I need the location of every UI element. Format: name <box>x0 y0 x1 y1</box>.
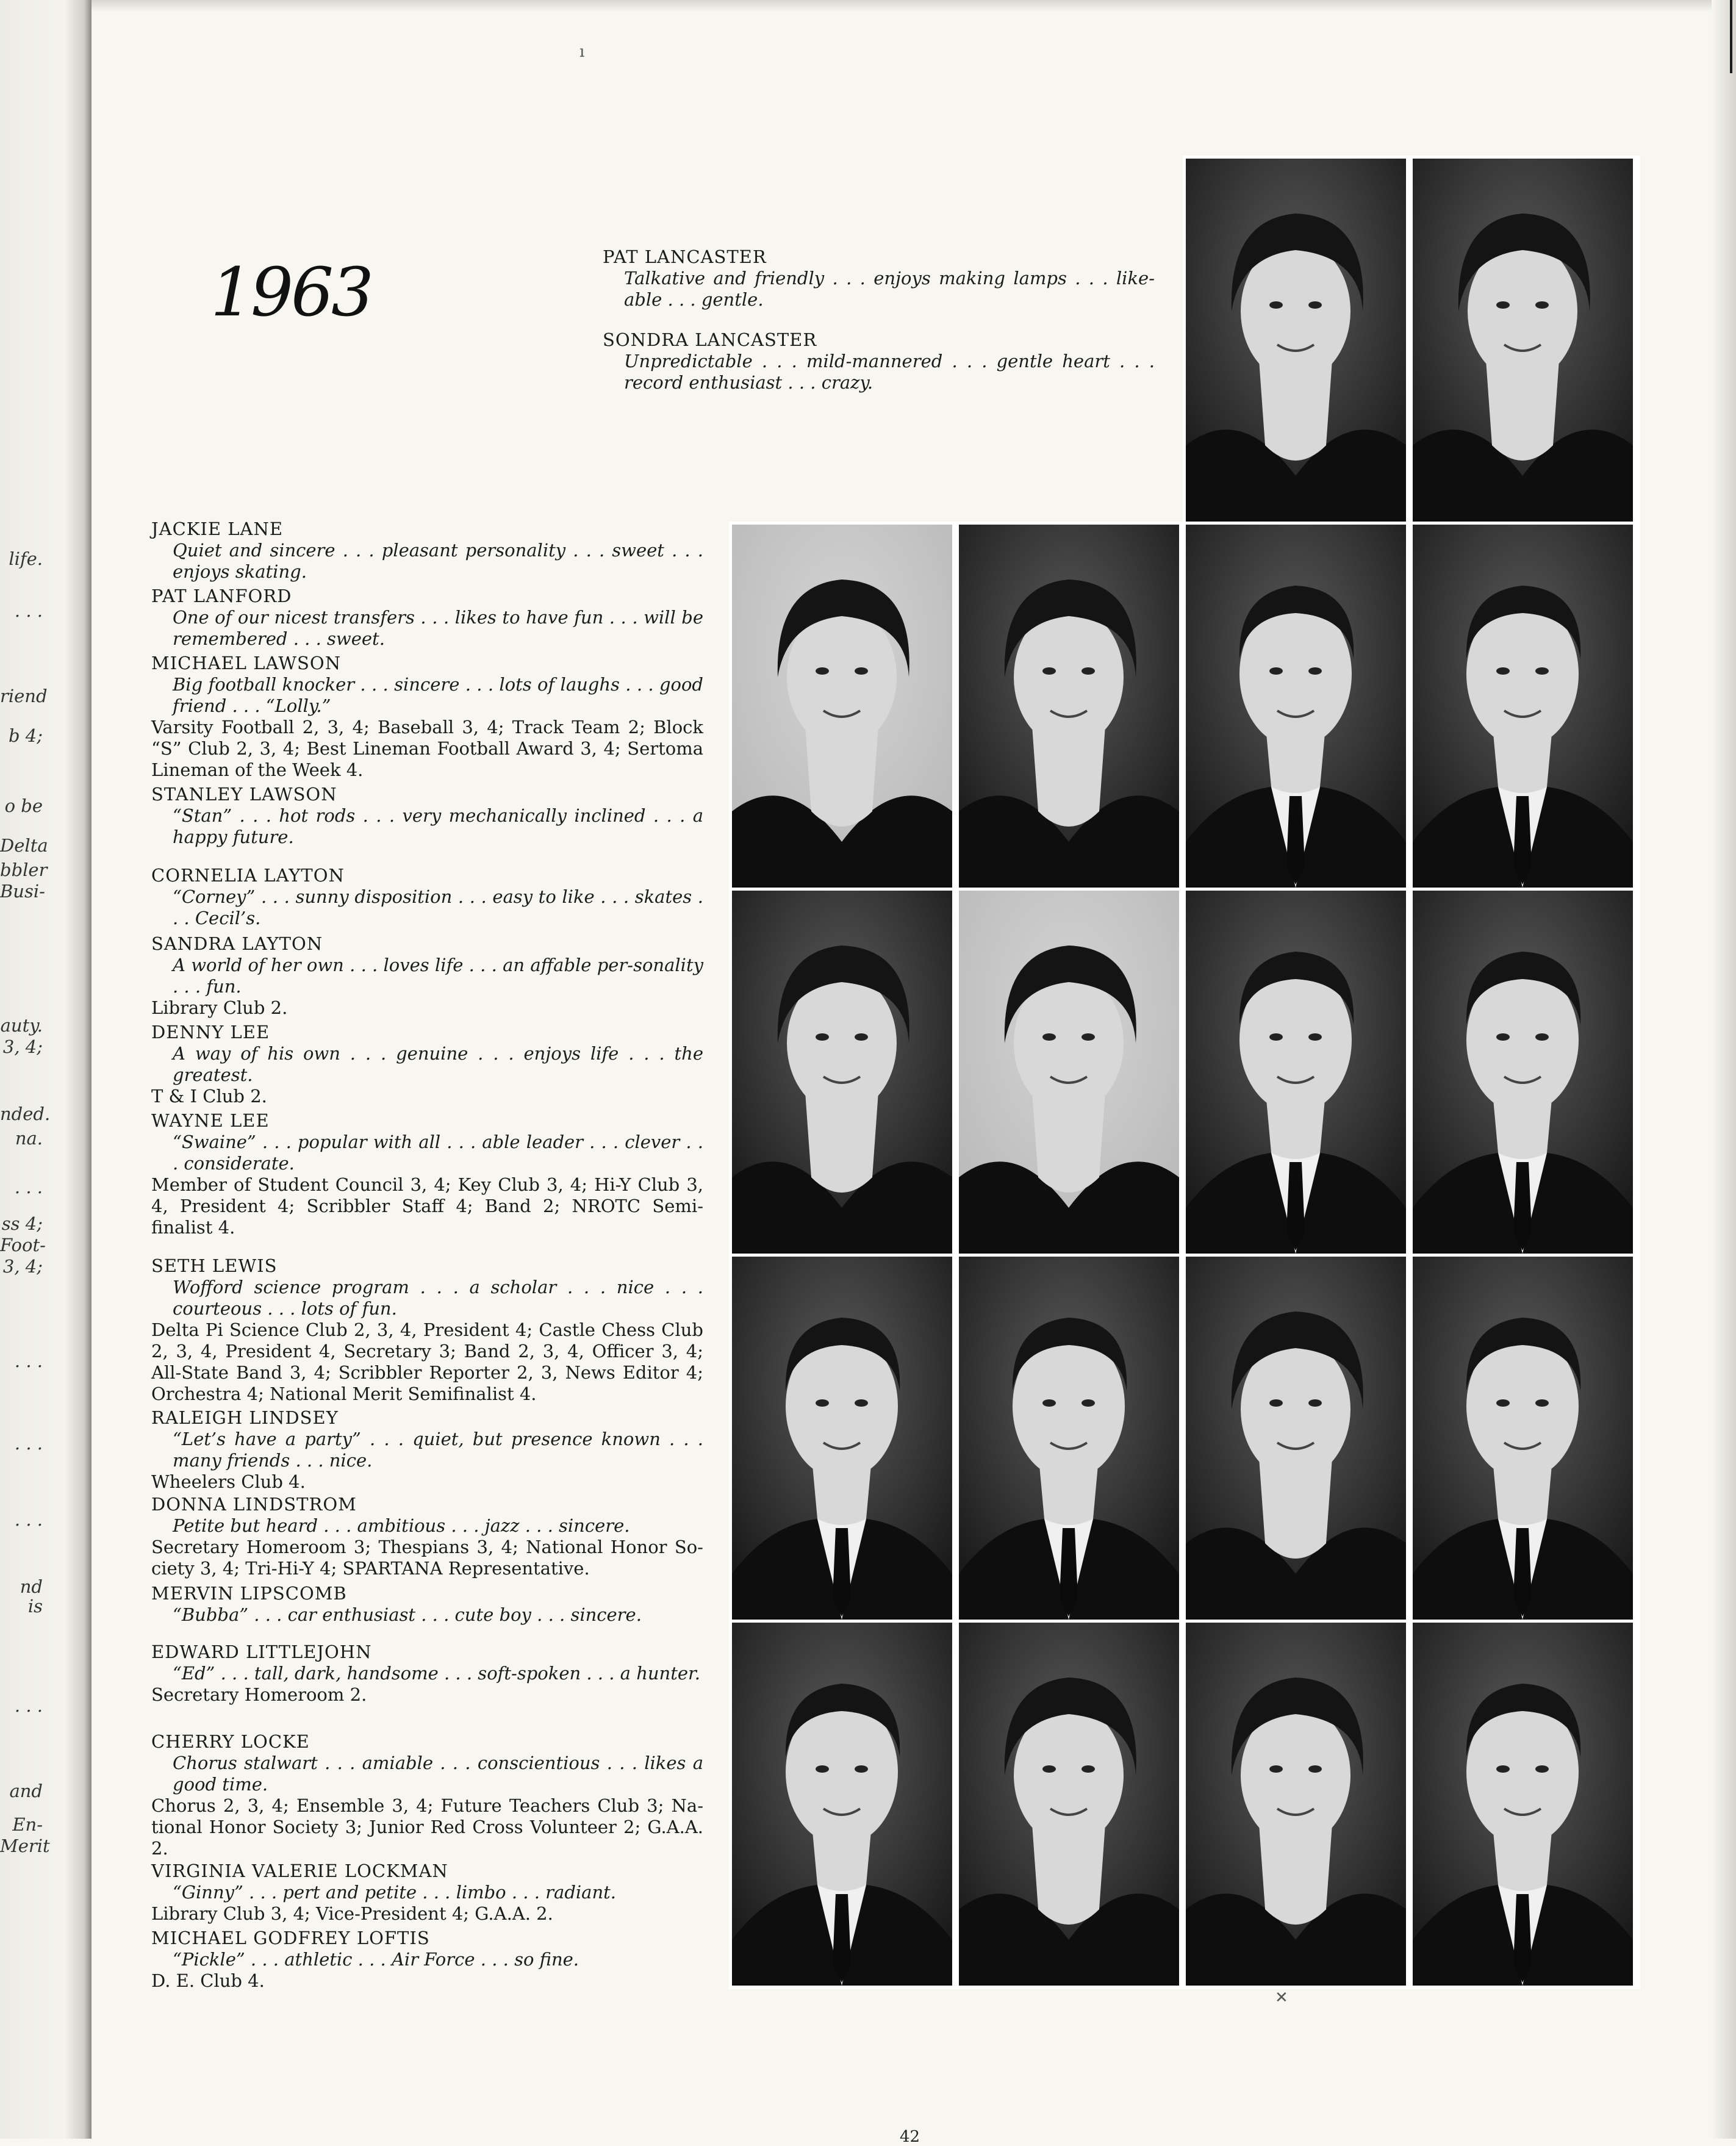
portrait-sondra-lancaster <box>1413 159 1633 522</box>
gutter-fragment: o be <box>4 795 43 816</box>
gutter-fragment: . . . <box>14 600 43 621</box>
paper-speck: ✕ <box>1275 1989 1288 2007</box>
gutter-fragment: nded. <box>0 1104 51 1124</box>
portrait-michael-lawson <box>1186 525 1406 888</box>
student-entry <box>151 1731 703 1859</box>
gutter-fragment: 3, 4; <box>2 1036 43 1057</box>
gutter-fragment: En- <box>12 1814 43 1835</box>
student-description: “Ed” . . . tall, dark, handsome . . . soft-spoken . . . a hunter. <box>173 1663 700 1684</box>
student-name: CORNELIA LAYTON <box>151 865 345 886</box>
gutter-fragment: Busi- <box>0 881 45 902</box>
student-activities: Library Club 3, 4; Vice-President 4; G.A.A. 2. <box>151 1903 553 1924</box>
student-name: SANDRA LAYTON <box>151 933 323 954</box>
student-name: SETH LEWIS <box>151 1255 278 1276</box>
student-entry <box>151 1861 703 1925</box>
student-name: MICHAEL LAWSON <box>151 653 342 673</box>
portrait-stanley-lawson <box>1413 525 1633 888</box>
student-entry <box>603 246 1155 310</box>
gutter-fragment: . . . <box>14 1351 43 1371</box>
gutter-fragment: 3, 4; <box>2 1256 43 1277</box>
student-description: A world of her own . . . loves life . . . an affable per-sonality . . . fun. <box>173 955 703 997</box>
student-description: Big football knocker . . . sincere . . . lots of laughs . . . good friend . . . “Lolly.” <box>173 674 703 716</box>
gutter-fragment: and <box>9 1781 43 1801</box>
gutter-fragment: bbler <box>0 859 48 880</box>
student-entry <box>151 1642 703 1706</box>
student-description: Chorus stalwart . . . amiable . . . conscientious . . . likes a good time. <box>173 1753 703 1795</box>
gutter-fragment: na. <box>15 1128 43 1149</box>
paper-speck: ı <box>579 43 585 61</box>
student-name: DENNY LEE <box>151 1022 270 1042</box>
gutter-fragment: b 4; <box>8 725 43 746</box>
gutter-fragment: Merit <box>0 1836 50 1856</box>
student-entry <box>151 1583 703 1626</box>
student-description: “Corney” . . . sunny disposition . . . easy to like . . . skates . . . Cecil’s. <box>173 886 703 928</box>
portrait-sandra-layton <box>959 891 1179 1254</box>
student-entry <box>151 865 703 929</box>
gutter-fragment: ss 4; <box>1 1213 43 1234</box>
student-description: “Bubba” . . . car enthusiast . . . cute boy . . . sincere. <box>173 1604 642 1625</box>
student-description: Talkative and friendly . . . enjoys making lamps . . . like-able . . . gentle. <box>624 268 1155 310</box>
student-entry <box>151 1022 703 1107</box>
student-name: MERVIN LIPSCOMB <box>151 1583 347 1604</box>
student-entry <box>151 1494 703 1579</box>
portrait-donna-lindstrom <box>1186 1257 1406 1620</box>
portrait-virginia-lockman <box>1186 1623 1406 1986</box>
student-activities: D. E. Club 4. <box>151 1970 265 1991</box>
portrait-pat-lancaster <box>1186 159 1406 522</box>
student-name: WAYNE LEE <box>151 1110 270 1131</box>
portrait-cornelia-layton <box>732 891 952 1254</box>
student-activities: Library Club 2. <box>151 997 288 1018</box>
student-name: STANLEY LAWSON <box>151 784 337 805</box>
portrait-denny-lee <box>1186 891 1406 1254</box>
gutter-fragment: riend <box>0 686 48 706</box>
gutter-fragment: life. <box>9 548 43 569</box>
student-activities: Secretary Homeroom 2. <box>151 1684 367 1705</box>
student-activities: Varsity Football 2, 3, 4; Baseball 3, 4; Track Team 2; Block “S” Club 2, 3, 4; Best Lineman Football Award 3, 4; Sertoma Lineman of the Week 4. <box>151 717 703 780</box>
student-entry <box>603 329 1155 393</box>
page-year: 1963 <box>210 253 371 331</box>
portrait-jackie-lane <box>732 525 952 888</box>
student-name: RALEIGH LINDSEY <box>151 1407 339 1428</box>
student-description: A way of his own . . . genuine . . . enjoys life . . . the greatest. <box>173 1043 703 1085</box>
student-name: MICHAEL GODFREY LOFTIS <box>151 1928 430 1948</box>
student-activities: Wheelers Club 4. <box>151 1471 306 1492</box>
gutter-fragment: . . . <box>14 1695 43 1716</box>
portrait-michael-loftis <box>1413 1623 1633 1986</box>
page-number: 42 <box>900 2128 920 2146</box>
student-entry <box>151 784 703 848</box>
student-entry <box>151 1110 703 1238</box>
student-description: “Stan” . . . hot rods . . . very mechanically inclined . . . a happy future. <box>173 805 703 847</box>
portrait-wayne-lee <box>1413 891 1633 1254</box>
portrait-seth-lewis <box>732 1257 952 1620</box>
student-name: JACKIE LANE <box>151 519 284 539</box>
portrait-cherry-locke <box>959 1623 1179 1986</box>
student-activities: Member of Student Council 3, 4; Key Club 3, 4; Hi-Y Club 3, 4, President 4; Scribbler Staff 4; Band 2; NROTC Semi-finalist 4. <box>151 1174 703 1238</box>
student-description: One of our nicest transfers . . . likes to have fun . . . will be remembered . . . sweet. <box>173 607 703 649</box>
gutter-fragment: nd is <box>20 1576 43 1617</box>
student-description: “Let’s have a party” . . . quiet, but presence known . . . many friends . . . nice. <box>173 1429 703 1471</box>
gutter-fragment: auty. <box>0 1015 43 1036</box>
student-entry <box>151 653 703 781</box>
student-name: EDWARD LITTLEJOHN <box>151 1642 372 1662</box>
student-entry <box>151 1928 703 1992</box>
gutter-fragment: Foot- <box>0 1235 46 1255</box>
gutter-fragment: Delta <box>0 835 48 856</box>
gutter-fragment: . . . <box>14 1177 43 1197</box>
student-description: Quiet and sincere . . . pleasant personality . . . sweet . . . enjoys skating. <box>173 540 703 582</box>
student-name: CHERRY LOCKE <box>151 1731 310 1752</box>
gutter-fragment: . . . <box>14 1433 43 1454</box>
portrait-raleigh-lindsey <box>959 1257 1179 1620</box>
portrait-mervin-lipscomb <box>1413 1257 1633 1620</box>
student-entry <box>151 519 703 583</box>
student-name: PAT LANFORD <box>151 586 292 606</box>
student-entry <box>151 933 703 1019</box>
student-name: VIRGINIA VALERIE LOCKMAN <box>151 1861 448 1881</box>
page-right-edge <box>1712 0 1736 2139</box>
student-activities: T & I Club 2. <box>151 1086 267 1107</box>
student-activities: Chorus 2, 3, 4; Ensemble 3, 4; Future Teachers Club 3; Na-tional Honor Society 3; Junior Red Cross Volunteer 2; G.A.A. 2. <box>151 1795 703 1859</box>
student-description: Petite but heard . . . ambitious . . . jazz . . . sincere. <box>173 1515 630 1536</box>
student-description: “Ginny” . . . pert and petite . . . limbo . . . radiant. <box>173 1882 616 1903</box>
student-activities: Secretary Homeroom 3; Thespians 3, 4; National Honor So-ciety 3, 4; Tri-Hi-Y 4; SPARTANA Representative. <box>151 1537 703 1579</box>
student-entry <box>151 586 703 650</box>
student-activities: Delta Pi Science Club 2, 3, 4, President 4; Castle Chess Club 2, 3, 4, President 4, Secretary 3; Band 2, 3, 4, Officer 3, 4; All-State Band 3, 4; Scribbler Reporter 2, 3, News Editor 4; Orchestra 4; National Merit Semifinalist 4. <box>151 1319 703 1404</box>
student-description: “Swaine” . . . popular with all . . . able leader . . . clever . . . considerate. <box>173 1132 703 1174</box>
student-entry <box>151 1255 703 1405</box>
portrait-pat-lanford <box>959 525 1179 888</box>
student-description: “Pickle” . . . athletic . . . Air Force . . . so fine. <box>173 1949 579 1970</box>
student-description: Wofford science program . . . a scholar . . . nice . . . courteous . . . lots of fun. <box>173 1277 703 1319</box>
page-top-edge <box>91 0 1736 12</box>
student-entry <box>151 1407 703 1493</box>
gutter-fragment: . . . <box>14 1509 43 1530</box>
student-name: DONNA LINDSTROM <box>151 1494 357 1515</box>
student-description: Unpredictable . . . mild-mannered . . . gentle heart . . . record enthusiast . . . crazy. <box>624 351 1155 393</box>
student-name: SONDRA LANCASTER <box>603 329 817 350</box>
student-name: PAT LANCASTER <box>603 246 767 267</box>
portrait-edward-littlejohn <box>732 1623 952 1986</box>
